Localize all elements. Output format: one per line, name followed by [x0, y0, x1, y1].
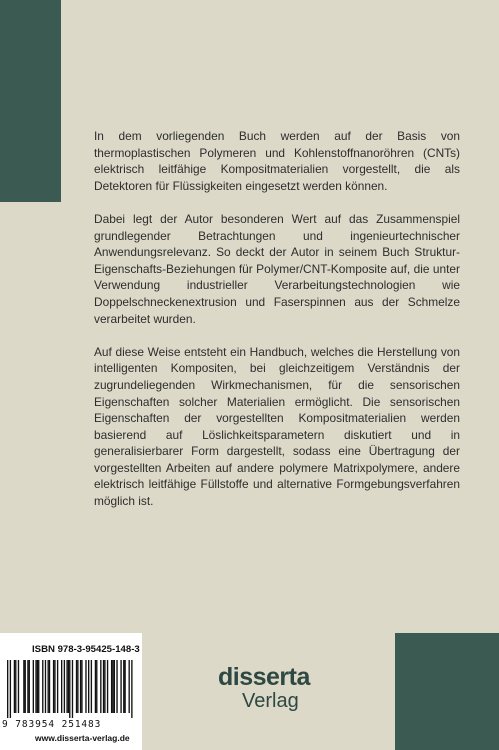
- barcode-bar: [10, 660, 11, 718]
- decorative-band-top: [0, 0, 61, 202]
- barcode-bar: [107, 660, 108, 713]
- barcode-bar: [120, 660, 121, 713]
- barcode-bar: [37, 660, 38, 713]
- publisher-website: www.disserta-verlag.de: [35, 733, 130, 743]
- barcode-bar: [95, 660, 96, 713]
- publisher-logo: [218, 664, 310, 712]
- barcode-bar: [57, 660, 58, 713]
- barcode-bar: [27, 660, 28, 713]
- back-cover-blurb: [94, 128, 460, 526]
- barcode-bar: [123, 660, 124, 713]
- barcode-bar: [88, 660, 89, 713]
- barcode-bar: [85, 660, 86, 713]
- barcode-bar: [53, 660, 54, 713]
- barcode-bar: [69, 660, 70, 718]
- barcode-bar: [66, 660, 67, 713]
- barcode-image: [0, 660, 142, 718]
- barcode-bar: [76, 660, 77, 713]
- barcode-bar: [111, 660, 112, 713]
- barcode-bar: [64, 660, 65, 713]
- barcode-bar: [100, 660, 101, 713]
- blurb-paragraph-3: Auf diese Weise entsteht ein Handbuch, welches die Herstellung von intelligenten Kompositen, bei gleichzeitigem Verständnis der zugrundeliegenden Wirkmechanismen, für die sensorischen Eigenschaften solcher Materialien ermöglicht. Die sensorischen Eigenschaften der vorgestellten Kompositmaterialien werden basierend auf Löslichkeitsparametern diskutiert und in generalisierbarer Form dargestellt, sodass eine Übertragung der vorgestellten Arbeiten auf andere polymere Matrixpolymere, andere elektrisch leitfähige Füllstoffe und alternative Formgebungsverfahren möglich ist.: [94, 344, 460, 509]
- barcode-bar: [25, 660, 26, 713]
- barcode-bar: [7, 660, 8, 718]
- barcode-bar: [49, 660, 50, 713]
- barcode-bar: [18, 660, 19, 713]
- barcode-bar: [104, 660, 105, 713]
- blurb-paragraph-2: Dabei legt der Autor besonderen Wert auf das Zusammenspiel grundlegender Betrachtungen und ingenieurtechnischer Anwendungsrelevanz. So deckt der Autor in seinem Buch Struktur-Eigenschafts-Beziehungen für Polymer/CNT-Komposite auf, die unter Verwendung industrieller Verarbeitungstechnologien wie Doppelschneckenextrusion und Faserspinnen aus der Schmelze verarbeitet wurden.: [94, 211, 460, 326]
- barcode-bar: [103, 660, 104, 713]
- barcode-bar: [23, 660, 24, 713]
- barcode-bar: [131, 660, 132, 718]
- barcode-bar: [114, 660, 115, 713]
- barcode-bar: [45, 660, 46, 713]
- ean-digits: 9 783954 251483: [2, 719, 102, 730]
- barcode-bar: [15, 660, 16, 713]
- barcode-bar: [96, 660, 97, 713]
- barcode-bar: [81, 660, 82, 713]
- barcode-bar: [61, 660, 62, 713]
- barcode-bar: [54, 660, 55, 713]
- barcode-bar: [80, 660, 81, 713]
- barcode-bar: [77, 660, 78, 713]
- barcode-bar: [29, 660, 30, 713]
- barcode-bar: [42, 660, 43, 713]
- barcode-bar: [35, 660, 36, 713]
- barcode-bar: [112, 660, 113, 713]
- isbn-label: ISBN 978-3-95425-148-3: [32, 644, 140, 655]
- barcode-bar: [116, 660, 117, 713]
- barcode-bar: [48, 660, 49, 713]
- barcode-bar: [38, 660, 39, 713]
- blurb-paragraph-1: In dem vorliegenden Buch werden auf der Basis von thermoplastischen Polymeren und Kohlenstoffnanoröhren (CNTs) elektrisch leitfähige Kompositmaterialien vorgestellt, die als Detektoren für Flüssigkeiten eingesetzt werden können.: [94, 129, 460, 193]
- barcode-bar: [124, 660, 125, 713]
- isbn-barcode-panel: [0, 633, 142, 750]
- barcode-bar: [129, 660, 130, 713]
- barcode-bar: [33, 660, 34, 713]
- barcode-bar: [68, 660, 69, 713]
- barcode-bar: [14, 660, 15, 713]
- logo-wordmark-verlag: Verlag: [242, 690, 299, 712]
- logo-wordmark-disserta: disserta: [218, 663, 310, 691]
- decorative-band-bottom: [395, 633, 499, 750]
- barcode-bar: [72, 660, 73, 718]
- barcode-bar: [91, 660, 92, 713]
